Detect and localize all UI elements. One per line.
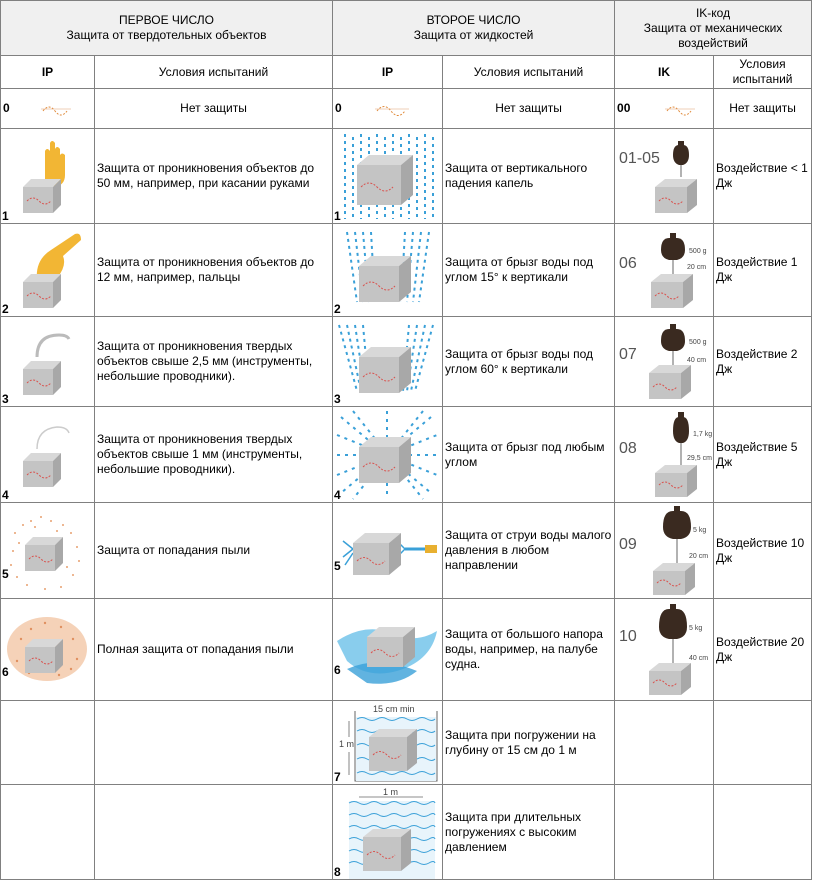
solid-icon-cell	[1, 224, 95, 317]
table-row	[1, 407, 812, 503]
ik-icon-cell	[615, 224, 714, 317]
solid-code: 4	[2, 488, 9, 502]
ik-mass-label: 5 kg	[689, 625, 703, 632]
ik-code: 09	[619, 536, 637, 553]
ik-text: Воздействие 5 Дж	[714, 407, 812, 503]
heavy-dust-icon	[1, 599, 95, 701]
ik-mass-label: 500 g	[689, 339, 707, 346]
water-jet-icon	[333, 503, 443, 599]
header-first-number	[1, 1, 333, 56]
no-protection-icon	[1, 89, 95, 129]
dust-icon	[1, 503, 95, 599]
table-row	[1, 129, 812, 224]
empty-cell	[615, 785, 714, 880]
table-row	[1, 785, 812, 880]
solid-text: Защита от проникновения твердых объектов свыше 1 мм (инструменты, небольшие проводники).	[95, 407, 333, 503]
finger-icon	[1, 224, 95, 317]
ik-text: Воздействие 1 Дж	[714, 224, 812, 317]
solid-icon-cell	[1, 129, 95, 224]
ik-code: 00	[617, 101, 631, 115]
ik-code: 10	[619, 628, 637, 645]
solid-icon-cell	[1, 503, 95, 599]
hand-icon	[1, 129, 95, 224]
solid-text: Нет защиты	[95, 89, 333, 129]
liquid-icon-cell	[333, 317, 443, 407]
table-row	[1, 503, 812, 599]
header-second-number	[333, 1, 615, 56]
solid-code: 1	[2, 209, 9, 223]
ik-mass-label: 5 kg	[693, 527, 707, 534]
header-first-subtitle: Защита от твердотельных объектов	[66, 28, 267, 42]
solid-icon-cell	[1, 407, 95, 503]
table-row	[1, 701, 812, 785]
depth-label: 1 m	[383, 787, 399, 797]
ik-height-label: 40 cm	[689, 655, 709, 662]
ik-icon-cell	[615, 129, 714, 224]
liquid-code: 2	[334, 302, 341, 316]
depth-min-label: 15 cm min	[373, 704, 415, 714]
ik-text: Воздействие 2 Дж	[714, 317, 812, 407]
liquid-code: 0	[335, 101, 342, 115]
solid-icon-cell	[1, 317, 95, 407]
thin-wire-icon	[1, 407, 95, 503]
ik-icon-cell	[615, 317, 714, 407]
water-spray-15-icon	[333, 224, 443, 317]
water-spray-60-icon	[333, 317, 443, 407]
water-drops-icon	[333, 129, 443, 224]
ik-icon-cell	[615, 503, 714, 599]
solid-code: 2	[2, 302, 9, 316]
header-ik-code	[615, 1, 812, 56]
ik-text: Воздействие 10 Дж	[714, 503, 812, 599]
ik-height-label: 40 cm	[687, 357, 707, 364]
liquid-icon-cell	[333, 129, 443, 224]
impact-weight-icon	[615, 599, 714, 701]
header-first-title: ПЕРВОЕ ЧИСЛО	[119, 13, 215, 27]
table-row	[1, 89, 812, 129]
liquid-code: 7	[334, 770, 341, 784]
solid-code: 6	[2, 665, 9, 679]
solid-text: Защита от попадания пыли	[95, 503, 333, 599]
subheader-conditions-ik: Условия испытаний	[714, 56, 812, 89]
ik-height-label: 29,5 cm	[687, 455, 712, 462]
solid-text: Защита от проникновения объектов до 50 мм, например, при касании руками	[95, 129, 333, 224]
ik-code: 08	[619, 440, 637, 457]
liquid-icon-cell	[333, 89, 443, 129]
ik-icon-cell	[615, 89, 714, 129]
table-row	[1, 599, 812, 701]
solid-text: Полная защита от попадания пыли	[95, 599, 333, 701]
liquid-text: Защита от вертикального падения капель	[443, 129, 615, 224]
ik-icon-cell	[615, 407, 714, 503]
liquid-text: Нет защиты	[443, 89, 615, 129]
liquid-code: 5	[334, 559, 341, 573]
solid-text: Защита от проникновения объектов до 12 мм, например, пальцы	[95, 224, 333, 317]
liquid-code: 6	[334, 663, 341, 677]
liquid-text: Защита от брызг воды под углом 60° к вертикали	[443, 317, 615, 407]
liquid-text: Защита при погружении на глубину от 15 см до 1 м	[443, 701, 615, 785]
solid-code: 5	[2, 567, 9, 581]
liquid-icon-cell	[333, 599, 443, 701]
liquid-code: 4	[334, 488, 341, 502]
water-wave-icon	[333, 599, 443, 701]
subheader-ik: IK	[615, 56, 714, 89]
liquid-text: Защита от струи воды малого давления в любом направлении	[443, 503, 615, 599]
empty-cell	[714, 701, 812, 785]
solid-code: 3	[2, 392, 9, 406]
subheader-conditions-liquid: Условия испытаний	[443, 56, 615, 89]
liquid-code: 3	[334, 392, 341, 406]
header-second-title: ВТОРОЕ ЧИСЛО	[426, 13, 521, 27]
ik-icon-cell	[615, 599, 714, 701]
header-second-subtitle: Защита от жидкостей	[413, 28, 534, 42]
empty-cell	[95, 785, 333, 880]
empty-cell	[1, 785, 95, 880]
impact-weight-icon	[615, 129, 714, 224]
depth-max-label: 1 m	[339, 737, 354, 752]
empty-cell	[714, 785, 812, 880]
ik-height-label: 20 cm	[687, 264, 707, 271]
table-row	[1, 317, 812, 407]
ik-height-label: 20 cm	[689, 553, 709, 560]
ik-mass-label: 500 g	[689, 248, 707, 255]
subheader-conditions-solid: Условия испытаний	[95, 56, 333, 89]
no-protection-icon	[615, 89, 714, 129]
solid-icon-cell	[1, 599, 95, 701]
subheader-ip-liquid: IP	[333, 56, 443, 89]
liquid-icon-cell	[333, 224, 443, 317]
liquid-code: 8	[334, 865, 341, 879]
ik-code: 01-05	[619, 150, 660, 167]
liquid-text: Защита от брызг под любым углом	[443, 407, 615, 503]
water-splash-icon	[333, 407, 443, 503]
solid-code: 0	[3, 101, 10, 115]
liquid-icon-cell	[333, 503, 443, 599]
liquid-icon-cell	[333, 701, 443, 785]
no-protection-icon	[333, 89, 443, 129]
ik-text: Воздействие 20 Дж	[714, 599, 812, 701]
table-row	[1, 224, 812, 317]
liquid-icon-cell	[333, 407, 443, 503]
liquid-icon-cell	[333, 785, 443, 880]
ik-text: Воздействие < 1 Дж	[714, 129, 812, 224]
wire-tool-icon	[1, 317, 95, 407]
subheader-ip-solid: IP	[1, 56, 95, 89]
empty-cell	[615, 701, 714, 785]
liquid-text: Защита от брызг воды под углом 15° к вертикали	[443, 224, 615, 317]
header-ik-title: IK-код	[695, 5, 731, 20]
liquid-text: Защита от большого напора воды, например, на палубе судна.	[443, 599, 615, 701]
empty-cell	[1, 701, 95, 785]
liquid-code: 1	[334, 209, 341, 223]
solid-text: Защита от проникновения твердых объектов свыше 2,5 мм (инструменты, небольшие проводники).	[95, 317, 333, 407]
liquid-text: Защита при длительных погружениях с высоким давлением	[443, 785, 615, 880]
ik-code: 06	[619, 255, 637, 272]
empty-cell	[95, 701, 333, 785]
ik-code: 07	[619, 346, 637, 363]
header-ik-subtitle: Защита от механических воздействий	[643, 20, 783, 50]
ik-text: Нет защиты	[714, 89, 812, 129]
solid-icon-cell	[1, 89, 95, 129]
ik-mass-label: 1,7 kg	[693, 431, 713, 438]
